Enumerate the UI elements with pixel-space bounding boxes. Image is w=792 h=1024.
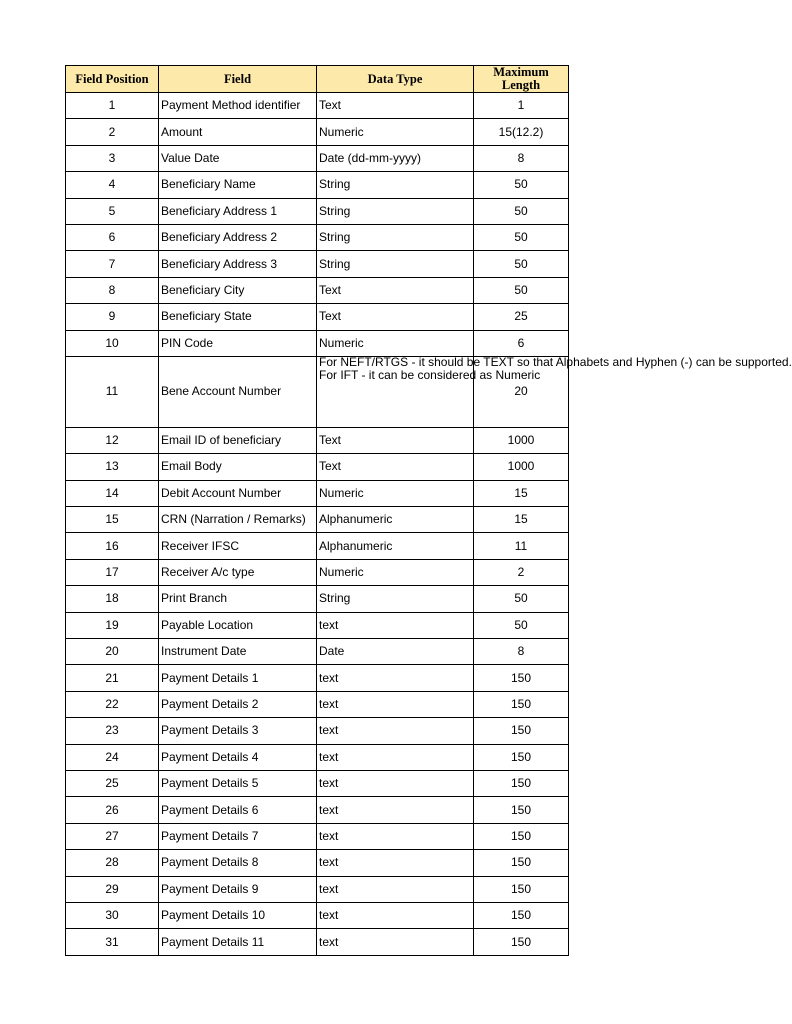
cell-data-type[interactable]: Text <box>317 454 474 480</box>
cell-field[interactable]: Payment Details 5 <box>159 770 317 796</box>
cell-field[interactable]: Payment Details 9 <box>159 876 317 902</box>
table-row <box>66 929 569 955</box>
cell-data-type[interactable]: Date <box>317 639 474 665</box>
table-row <box>66 356 569 427</box>
table-row <box>66 691 569 717</box>
cell-maximum-length[interactable]: 50 <box>474 224 569 250</box>
cell-field-position[interactable]: 10 <box>66 330 159 356</box>
cell-data-type[interactable]: Numeric <box>317 119 474 145</box>
cell-field[interactable]: Bene Account Number <box>159 356 317 427</box>
cell-field-position[interactable]: 27 <box>66 823 159 849</box>
cell-field[interactable]: Email Body <box>159 454 317 480</box>
cell-maximum-length[interactable]: 1000 <box>474 454 569 480</box>
cell-maximum-length[interactable]: 150 <box>474 665 569 691</box>
cell-field-position[interactable]: 8 <box>66 277 159 303</box>
cell-maximum-length[interactable]: 150 <box>474 929 569 955</box>
cell-data-type[interactable]: Alphanumeric <box>317 533 474 559</box>
cell-data-type[interactable]: Numeric <box>317 559 474 585</box>
table-header <box>66 66 569 93</box>
cell-data-type[interactable]: Text <box>317 277 474 303</box>
cell-maximum-length[interactable]: 50 <box>474 251 569 277</box>
header-field-position[interactable]: Field Position <box>66 66 159 93</box>
table-row <box>66 850 569 876</box>
cell-field[interactable]: Payment Details 8 <box>159 850 317 876</box>
table-row <box>66 427 569 453</box>
cell-field-position[interactable]: 18 <box>66 586 159 612</box>
cell-maximum-length[interactable]: 11 <box>474 533 569 559</box>
header-row <box>66 66 569 93</box>
table-row <box>66 251 569 277</box>
table-row <box>66 639 569 665</box>
cell-maximum-length[interactable]: 8 <box>474 145 569 171</box>
table-row <box>66 277 569 303</box>
cell-field-position[interactable]: 16 <box>66 533 159 559</box>
table-row <box>66 823 569 849</box>
cell-field[interactable]: Receiver A/c type <box>159 559 317 585</box>
header-data-type[interactable]: Data Type <box>317 66 474 93</box>
cell-field-position[interactable]: 17 <box>66 559 159 585</box>
cell-field-position[interactable]: 1 <box>66 93 159 119</box>
cell-field-position[interactable]: 5 <box>66 198 159 224</box>
cell-field[interactable]: Beneficiary Address 2 <box>159 224 317 250</box>
table-row <box>66 797 569 823</box>
cell-maximum-length[interactable]: 20 <box>474 356 569 427</box>
cell-maximum-length[interactable]: 150 <box>474 744 569 770</box>
table-row <box>66 612 569 638</box>
cell-data-type[interactable]: String <box>317 224 474 250</box>
cell-data-type[interactable]: text <box>317 902 474 928</box>
cell-data-type[interactable]: Text <box>317 427 474 453</box>
cell-maximum-length[interactable]: 15 <box>474 507 569 533</box>
cell-maximum-length[interactable]: 150 <box>474 718 569 744</box>
cell-field-position[interactable]: 15 <box>66 507 159 533</box>
table-row <box>66 876 569 902</box>
cell-field-position[interactable]: 26 <box>66 797 159 823</box>
cell-field[interactable]: Payment Details 11 <box>159 929 317 955</box>
cell-field-position[interactable]: 23 <box>66 718 159 744</box>
cell-maximum-length[interactable]: 150 <box>474 823 569 849</box>
cell-maximum-length[interactable]: 6 <box>474 330 569 356</box>
cell-data-type[interactable]: text <box>317 876 474 902</box>
cell-maximum-length[interactable]: 150 <box>474 691 569 717</box>
cell-field-position[interactable]: 14 <box>66 480 159 506</box>
cell-maximum-length[interactable]: 8 <box>474 639 569 665</box>
cell-data-type[interactable]: text <box>317 744 474 770</box>
cell-data-type[interactable]: text <box>317 850 474 876</box>
cell-field[interactable]: Payment Details 4 <box>159 744 317 770</box>
cell-data-type[interactable]: text <box>317 718 474 744</box>
table-row <box>66 744 569 770</box>
cell-field[interactable]: Payment Details 1 <box>159 665 317 691</box>
cell-field-position[interactable]: 22 <box>66 691 159 717</box>
cell-field[interactable]: Beneficiary Name <box>159 172 317 198</box>
table-row <box>66 454 569 480</box>
cell-field-position[interactable]: 2 <box>66 119 159 145</box>
cell-data-type[interactable]: text <box>317 797 474 823</box>
table-row <box>66 902 569 928</box>
cell-field-position[interactable]: 7 <box>66 251 159 277</box>
cell-field[interactable]: Payment Details 7 <box>159 823 317 849</box>
header-maximum-length[interactable]: Maximum Length <box>474 66 569 93</box>
cell-data-type[interactable]: Numeric <box>317 480 474 506</box>
table-row <box>66 330 569 356</box>
field-spec-table <box>65 65 792 956</box>
cell-data-type[interactable]: String <box>317 172 474 198</box>
spreadsheet-page <box>65 65 792 956</box>
cell-field-position[interactable]: 24 <box>66 744 159 770</box>
table-row <box>66 507 569 533</box>
cell-data-type[interactable]: text <box>317 770 474 796</box>
table-row <box>66 224 569 250</box>
table-row <box>66 665 569 691</box>
cell-maximum-length[interactable]: 15 <box>474 480 569 506</box>
cell-field-position[interactable]: 31 <box>66 929 159 955</box>
cell-data-type[interactable]: String <box>317 586 474 612</box>
cell-maximum-length[interactable]: 150 <box>474 850 569 876</box>
cell-field[interactable]: Email ID of beneficiary <box>159 427 317 453</box>
table-row <box>66 198 569 224</box>
cell-field-position[interactable]: 4 <box>66 172 159 198</box>
cell-field[interactable]: Payment Details 10 <box>159 902 317 928</box>
cell-maximum-length[interactable]: 50 <box>474 277 569 303</box>
cell-field-position[interactable]: 20 <box>66 639 159 665</box>
cell-data-type[interactable]: text <box>317 691 474 717</box>
table-row <box>66 770 569 796</box>
cell-field[interactable]: Amount <box>159 119 317 145</box>
cell-data-type[interactable]: Numeric <box>317 330 474 356</box>
cell-field[interactable]: Receiver IFSC <box>159 533 317 559</box>
cell-data-type[interactable]: text <box>317 612 474 638</box>
cell-maximum-length[interactable]: 50 <box>474 586 569 612</box>
cell-maximum-length[interactable]: 1 <box>474 93 569 119</box>
cell-field[interactable]: Instrument Date <box>159 639 317 665</box>
cell-field-position[interactable]: 30 <box>66 902 159 928</box>
cell-maximum-length[interactable]: 150 <box>474 902 569 928</box>
cell-data-type[interactable]: text <box>317 665 474 691</box>
data-type-note-line: For NEFT/RTGS - it should be TEXT so that Alphabets and Hyphen (-) can be supported. <box>319 354 792 369</box>
cell-field[interactable]: Beneficiary Address 1 <box>159 198 317 224</box>
cell-field[interactable]: Beneficiary City <box>159 277 317 303</box>
cell-field-position[interactable]: 6 <box>66 224 159 250</box>
cell-field[interactable]: Payment Details 3 <box>159 718 317 744</box>
cell-field-position[interactable]: 12 <box>66 427 159 453</box>
cell-maximum-length[interactable]: 50 <box>474 172 569 198</box>
cell-data-type[interactable]: Text <box>317 93 474 119</box>
cell-field-position[interactable]: 21 <box>66 665 159 691</box>
table-row <box>66 586 569 612</box>
table-row <box>66 145 569 171</box>
cell-maximum-length[interactable]: 25 <box>474 304 569 330</box>
table-row <box>66 480 569 506</box>
cell-field[interactable]: Payment Method identifier <box>159 93 317 119</box>
cell-field-position[interactable]: 25 <box>66 770 159 796</box>
cell-field[interactable]: Print Branch <box>159 586 317 612</box>
cell-field[interactable]: PIN Code <box>159 330 317 356</box>
table-row <box>66 533 569 559</box>
cell-field[interactable]: Debit Account Number <box>159 480 317 506</box>
cell-field[interactable]: Payable Location <box>159 612 317 638</box>
header-field[interactable]: Field <box>159 66 317 93</box>
cell-maximum-length[interactable]: 150 <box>474 770 569 796</box>
cell-field-position[interactable]: 11 <box>66 356 159 427</box>
cell-maximum-length[interactable]: 15(12.2) <box>474 119 569 145</box>
table-body <box>66 93 792 956</box>
cell-data-type[interactable]: Date (dd-mm-yyyy) <box>317 145 474 171</box>
table-row <box>66 93 569 119</box>
cell-field[interactable]: Beneficiary Address 3 <box>159 251 317 277</box>
cell-field-position[interactable]: 29 <box>66 876 159 902</box>
cell-data-type[interactable]: Alphanumeric <box>317 507 474 533</box>
table-row <box>66 559 569 585</box>
cell-field[interactable]: Payment Details 2 <box>159 691 317 717</box>
cell-maximum-length[interactable]: 50 <box>474 612 569 638</box>
cell-maximum-length[interactable]: 150 <box>474 876 569 902</box>
cell-data-type[interactable]: String <box>317 198 474 224</box>
cell-field-position[interactable]: 19 <box>66 612 159 638</box>
cell-field[interactable]: Value Date <box>159 145 317 171</box>
table-row <box>66 172 569 198</box>
cell-data-type[interactable]: String <box>317 251 474 277</box>
data-type-note-line: For IFT - it can be considered as Numeric <box>319 367 541 382</box>
cell-maximum-length[interactable]: 150 <box>474 797 569 823</box>
cell-field[interactable]: CRN (Narration / Remarks) <box>159 507 317 533</box>
table-row <box>66 304 569 330</box>
cell-field[interactable]: Payment Details 6 <box>159 797 317 823</box>
cell-field-position[interactable]: 3 <box>66 145 159 171</box>
cell-maximum-length[interactable]: 50 <box>474 198 569 224</box>
cell-data-type[interactable]: text <box>317 823 474 849</box>
cell-field[interactable]: Beneficiary State <box>159 304 317 330</box>
cell-data-type[interactable]: text <box>317 929 474 955</box>
cell-field-position[interactable]: 28 <box>66 850 159 876</box>
table-row <box>66 718 569 744</box>
cell-field-position[interactable]: 9 <box>66 304 159 330</box>
cell-maximum-length[interactable]: 1000 <box>474 427 569 453</box>
table-row <box>66 119 569 145</box>
cell-maximum-length[interactable]: 2 <box>474 559 569 585</box>
cell-field-position[interactable]: 13 <box>66 454 159 480</box>
cell-data-type[interactable]: Text <box>317 304 474 330</box>
